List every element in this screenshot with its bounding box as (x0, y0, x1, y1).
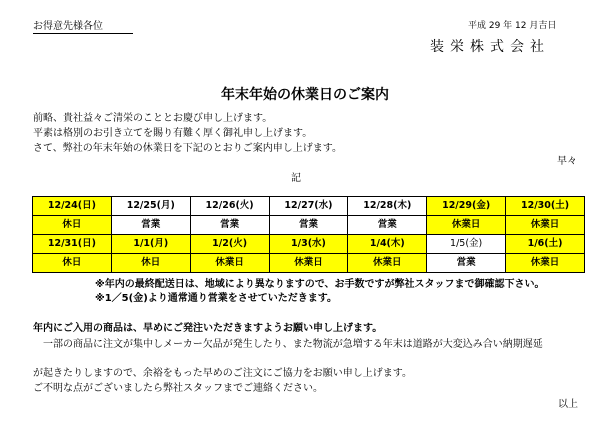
calendar-date-cell: 12/29(金) (427, 197, 506, 216)
resume-note: ※1／5(金)より通常通り営業をさせていただきます。 (95, 293, 337, 304)
page-title: 年末年始の休業日のご案内 (221, 87, 389, 103)
contact-line: ご不明な点がございましたら弊社スタッフまでご連絡ください。 (33, 383, 323, 394)
calendar-status-cell: 営業 (348, 216, 427, 235)
calendar-status-cell: 休業日 (427, 216, 506, 235)
calendar-status-cell: 営業 (269, 216, 348, 235)
greeting-line: 平素は格別のお引き立てを賜り有難く厚く御礼申し上げます。 (33, 128, 313, 139)
calendar-status-cell: 休業日 (506, 216, 585, 235)
body-line: が起きたりしますので、余裕をもった早めのご注文にご協力をお願い申し上げます。 (33, 368, 412, 379)
recipient-line: お得意先様各位 (33, 20, 133, 34)
calendar-date-cell: 1/1(月) (111, 235, 190, 254)
calendar-status-cell: 休日 (33, 254, 112, 273)
calendar-date-cell: 12/31(日) (33, 235, 112, 254)
calendar-status-row (33, 216, 585, 235)
calendar-date-cell: 12/24(日) (33, 197, 112, 216)
calendar-status-cell: 休業日 (506, 254, 585, 273)
calendar-date-cell: 1/5(金) (427, 235, 506, 254)
greeting-line: 前略、貴社益々ご清栄のこととお慶び申し上げます。 (33, 113, 273, 124)
calendar-status-cell: 営業 (427, 254, 506, 273)
calendar-status-cell: 休業日 (348, 254, 427, 273)
calendar-status-cell: 営業 (190, 216, 269, 235)
calendar-status-row (33, 254, 585, 273)
calendar-status-cell: 休業日 (190, 254, 269, 273)
delivery-note: ※年内の最終配送日は、地域により異なりますので、お手数ですが弊社スタッフまで御確認下さい。 (95, 279, 545, 290)
closing-ijou: 以上 (558, 399, 578, 410)
issue-date: 平成 29 年 12 月吉日 (468, 21, 557, 31)
calendar-date-cell: 1/4(木) (348, 235, 427, 254)
calendar-date-cell: 12/28(木) (348, 197, 427, 216)
calendar-date-cell: 12/25(月) (111, 197, 190, 216)
calendar-date-cell: 12/30(土) (506, 197, 585, 216)
calendar-date-cell: 12/26(火) (190, 197, 269, 216)
order-request-heading: 年内にご入用の商品は、早めにご発注いただきますようお願い申し上げます。 (33, 323, 383, 334)
closing-hayahaya: 早々 (557, 156, 577, 167)
calendar-date-cell: 12/27(水) (269, 197, 348, 216)
calendar-status-cell: 休業日 (269, 254, 348, 273)
body-line: 一部の商品に注文が集中しメーカー欠品が発生したり、また物流が急増する年末は道路が大変込み合い納期遅延 (43, 339, 543, 350)
holiday-calendar (32, 196, 585, 273)
calendar-date-row (33, 235, 585, 254)
ki-marker: 記 (291, 173, 301, 184)
calendar-date-cell: 1/2(火) (190, 235, 269, 254)
greeting-line: さて、弊社の年末年始の休業日を下記のとおりご案内申し上げます。 (33, 143, 342, 154)
calendar-date-row (33, 197, 585, 216)
calendar-status-cell: 営業 (111, 216, 190, 235)
calendar-date-cell: 1/3(水) (269, 235, 348, 254)
calendar-status-cell: 休日 (33, 216, 112, 235)
calendar-date-cell: 1/6(土) (506, 235, 585, 254)
company-name: 装栄株式会社 (430, 39, 550, 55)
calendar-status-cell: 休日 (111, 254, 190, 273)
